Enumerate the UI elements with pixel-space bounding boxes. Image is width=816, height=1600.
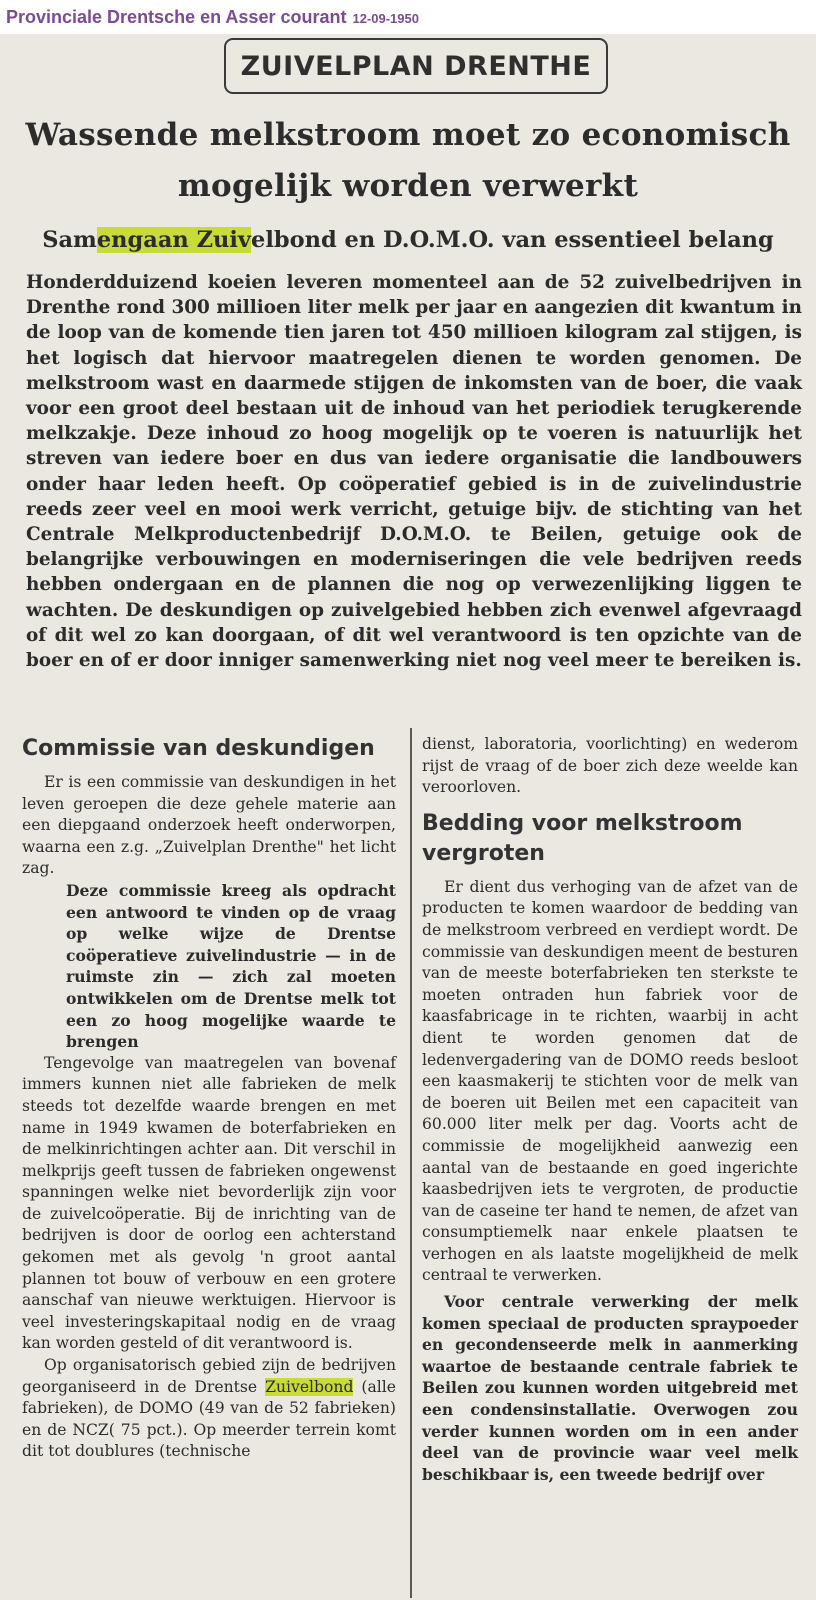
left-paragraph-3: Tengevolge van maatregelen van bovenaf immers kunnen niet alle fabrieken de melk steeds tot dezelfde waarde brengen en met name in 1949 kwamen de boterfabrieken en de melkinrichtingen achter aan. Dit verschil in melkprijs geeft tussen de fabrieken ongewenst spanningen welke niet bevorderlijk zijn voor de zuivelcoöperatie. Bij de inrichting van de bedrijven is door de oorlog een achterstand gekomen met als gevolg 'n groot aantal plannen tot bouw of verbouw en een grotere aanschaf van nieuwe werktuigen. Hiervoor is veel investeringskapitaal nodig en de vraag kan worden gesteld of dit verantwoord is. [22,1053,396,1353]
lead-paragraph [26,270,802,673]
lead-text: Honderdduizend koeien leveren momenteel aan de 52 zuivelbedrijven in Drenthe rond 300 millioen liter melk per jaar en aangezien dit kwantum in de loop van de komende tien jaren tot 450 millioen kilogram zal stijgen, is het logisch dat hiervoor maatregelen dienen te worden genomen. De melkstroom wast en daarmede stijgen de inkomsten van de boer, die vaak voor een groot deel bestaan uit de inhoud van het periodiek terugkerende melkzakje. Deze inhoud zo hoog mogelijk op te voeren is natuurlijk het streven van iedere boer en dus van iedere organisatie die landbouwers onder haar leden heeft. Op coöperatief gebied is in de zuivelindustrie reeds zeer veel en mooi werk verricht, getuige bijv. de stichting van het Centrale Melkproductenbedrijf D.O.M.O. te Beilen, getuige ook de belangrijke verbouwingen en moderniseringen die vele bedrijven reeds hebben ondergaan en de plannen die nog op verwezenlijking liggen te wachten. De deskundigen op zuivelgebied hebben zich evenwel afgevraagd of dit wel zo kan doorgaan, of dit wel verantwoord is ten opzichte van de boer en of er door inniger samenwerking niet nog veel meer te bereiken is. [26,272,802,672]
headline-line-2: mogelijk worden verwerkt [177,168,639,204]
headline-line-1: Wassende melkstroom moet zo economisch [25,117,791,153]
subhead-post: elbond en D.O.M.O. van essentieel belang [251,227,774,253]
right-paragraph-2: Voor centrale verwerking der melk komen speciaal de producten spraypoeder en gecondenseerde melk in aanmerking waartoe de bestaande centrale fabriek te Beilen zou kunnen worden uitgebreid met een condensinstallatie. Overwogen zou verder kunnen worden om in een ander deel van de provincie waar veel melk beschikbaar is, een tweede bedrijf over [422,1292,798,1484]
left-column [22,734,396,1463]
section-heading-bedding: Bedding voor melkstroom vergroten [422,810,743,866]
left-p4-highlight: Zuivelbond [265,1377,354,1396]
subheadline [10,224,806,256]
right-column [422,734,798,1485]
publication-date: 12-09-1950 [352,11,419,26]
publication-title: Provinciale Drentsche en Asser courant [6,6,347,27]
headline [10,110,806,212]
right-paragraph-0: dienst, laboratoria, voorlichting) en wederom rijst de vraag of de boer zich deze weelde kan veroorloven. [422,735,798,797]
left-p4-pre: Op organisatorisch gebied zijn de bedrijven georganiseerd in de Drentse [22,1356,396,1396]
left-p4-post: (alle fabrieken), de DOMO (49 van de 52 fabrieken) en de NCZ( 75 pct.). Op meerder terrein komt dit tot doublures (technische [22,1377,396,1461]
source-header [0,0,816,34]
left-paragraph-2: Deze commissie kreeg als opdracht een antwoord te vinden op de vraag op welke wijze de Drentse coöperatieve zuivelindustrie — in de ruimste zin — zich zal moeten ontwikkelen om de Drentse melk tot een zo hoog mogelijke waarde te brengen [66,880,396,1052]
column-divider [410,728,412,1598]
section-banner: ZUIVELPLAN DRENTHE [224,38,608,94]
subhead-highlight: engaan Zuiv [96,227,252,253]
section-heading-commissie: Commissie van deskundigen [22,736,375,761]
left-paragraph-4 [22,1355,396,1463]
newspaper-clipping [0,34,816,1600]
subhead-pre: Sam [42,227,97,253]
left-paragraph-1: Er is een commissie van deskundigen in het leven geroepen die deze gehele materie aan een diepgaand onderzoek heeft onderworpen, waarna een z.g. „Zuivelplan Drenthe" het licht zag. [22,773,396,878]
right-paragraph-1: Er dient dus verhoging van de afzet van de producten te komen waardoor de bedding van de melkstroom verbreed en verdiept wordt. De commissie van deskundigen meent de besturen van de meeste boterfabrieken ten sterkste te moeten ontraden hun fabriek voor de kaasfabricage in te richten, waarbij in acht dient te worden genomen dat de ledenvergadering van de DOMO reeds besloot een kaasmakerij te stichten voor de melk van de boeren uit Beilen met een capaciteit van 60.000 liter melk per dag. Voorts acht de commissie de mogelijkheid aanwezig een aantal van de bestaande en goed ingerichte kaasbedrijven iets te vergroten, de productie van de caseine ter hand te nemen, de afzet van consumptiemelk naar enkele plaatsen te verhogen en als laatste mogelijkheid de melk centraal te verwerken. [422,877,798,1285]
